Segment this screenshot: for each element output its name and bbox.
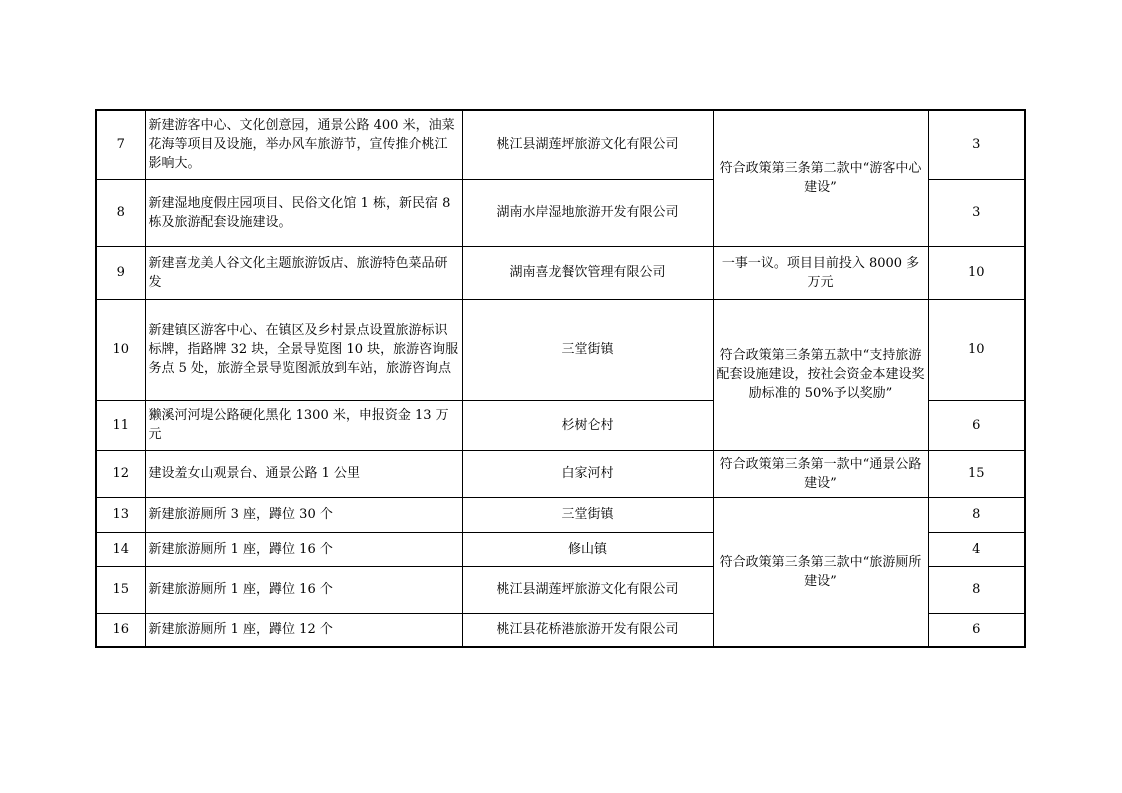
- project-description: 新建喜龙美人谷文化主题旅游饭店、旅游特色菜品研发: [145, 246, 462, 299]
- amount: 4: [928, 532, 1025, 566]
- policy-basis: 一事一议。项目目前投入 8000 多万元: [713, 246, 928, 299]
- table-row: [96, 110, 1025, 179]
- amount: 6: [928, 400, 1025, 450]
- amount: 8: [928, 497, 1025, 532]
- implementing-unit: 桃江县湖莲坪旅游文化有限公司: [462, 110, 713, 179]
- policy-basis: 符合政策第三条第三款中“旅游厕所建设”: [713, 497, 928, 647]
- row-number: 10: [96, 299, 145, 400]
- implementing-unit: 湖南水岸湿地旅游开发有限公司: [462, 179, 713, 246]
- project-description: 新建旅游厕所 1 座，蹲位 16 个: [145, 532, 462, 566]
- row-number: 16: [96, 613, 145, 647]
- project-description: 建设羞女山观景台、通景公路 1 公里: [145, 450, 462, 497]
- project-description: 獭溪河河堤公路硬化黑化 1300 米，申报资金 13 万元: [145, 400, 462, 450]
- row-number: 7: [96, 110, 145, 179]
- implementing-unit: 修山镇: [462, 532, 713, 566]
- project-table: [95, 109, 1026, 648]
- row-number: 12: [96, 450, 145, 497]
- implementing-unit: 杉树仑村: [462, 400, 713, 450]
- table-row: [96, 450, 1025, 497]
- amount: 15: [928, 450, 1025, 497]
- table-row: [96, 497, 1025, 532]
- project-description: 新建旅游厕所 1 座，蹲位 12 个: [145, 613, 462, 647]
- row-number: 13: [96, 497, 145, 532]
- project-description: 新建旅游厕所 1 座，蹲位 16 个: [145, 566, 462, 613]
- policy-basis: 符合政策第三条第五款中“支持旅游配套设施建设，按社会资金本建设奖励标准的 50%予以奖励”: [713, 299, 928, 450]
- implementing-unit: 白家河村: [462, 450, 713, 497]
- amount: 3: [928, 179, 1025, 246]
- amount: 10: [928, 246, 1025, 299]
- project-description: 新建镇区游客中心、在镇区及乡村景点设置旅游标识标牌，指路牌 32 块，全景导览图 10 块，旅游咨询服务点 5 处，旅游全景导览图派放到车站，旅游咨询点: [145, 299, 462, 400]
- implementing-unit: 桃江县湖莲坪旅游文化有限公司: [462, 566, 713, 613]
- implementing-unit: 三堂街镇: [462, 299, 713, 400]
- table-row: [96, 246, 1025, 299]
- policy-basis: 符合政策第三条第一款中“通景公路建设”: [713, 450, 928, 497]
- implementing-unit: 三堂街镇: [462, 497, 713, 532]
- amount: 10: [928, 299, 1025, 400]
- row-number: 14: [96, 532, 145, 566]
- amount: 8: [928, 566, 1025, 613]
- table-row: [96, 299, 1025, 400]
- amount: 3: [928, 110, 1025, 179]
- implementing-unit: 桃江县花桥港旅游开发有限公司: [462, 613, 713, 647]
- implementing-unit: 湖南喜龙餐饮管理有限公司: [462, 246, 713, 299]
- project-description: 新建湿地度假庄园项目、民俗文化馆 1 栋，新民宿 8 栋及旅游配套设施建设。: [145, 179, 462, 246]
- policy-basis: 符合政策第三条第二款中“游客中心建设”: [713, 110, 928, 246]
- amount: 6: [928, 613, 1025, 647]
- project-description: 新建游客中心、文化创意园，通景公路 400 米，油菜花海等项目及设施，举办风车旅游节，宣传推介桃江影响大。: [145, 110, 462, 179]
- row-number: 9: [96, 246, 145, 299]
- row-number: 8: [96, 179, 145, 246]
- project-description: 新建旅游厕所 3 座，蹲位 30 个: [145, 497, 462, 532]
- row-number: 11: [96, 400, 145, 450]
- row-number: 15: [96, 566, 145, 613]
